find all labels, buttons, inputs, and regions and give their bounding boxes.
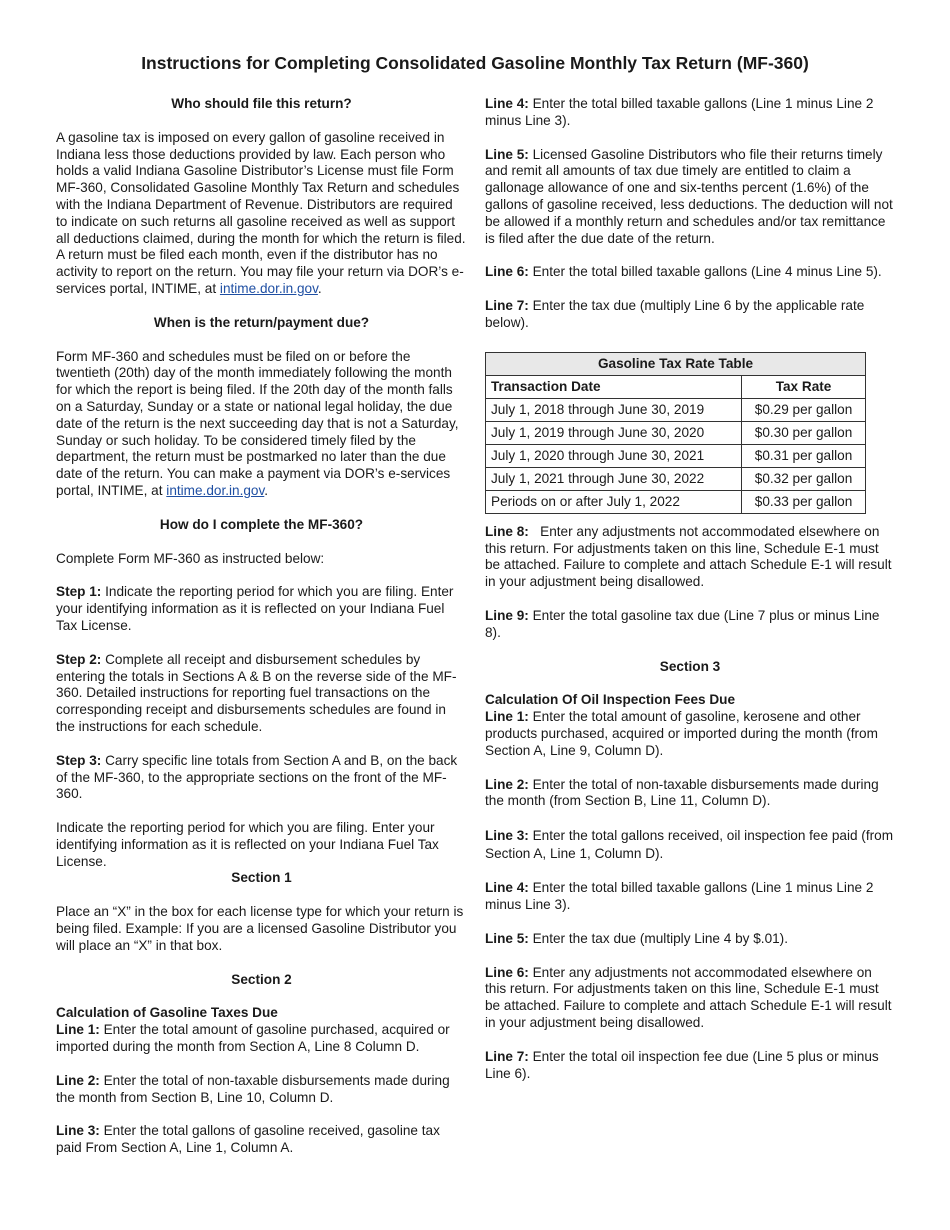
reporting-paragraph: Indicate the reporting period for which you are filing. Enter your identifying information as it is reflected on your Indiana Fuel Tax License. [56, 820, 439, 869]
s2-line-6 [485, 264, 895, 281]
line-label: Line 7: [485, 298, 529, 314]
step-label: Step 1: [56, 584, 102, 600]
step-text: Indicate the reporting period for which you are filing. Enter your identifying information as it is reflected on your Indiana Fuel Tax License. [56, 584, 454, 633]
line-text: Enter the total of non-taxable disbursements made during the month from Section B, Line 10, Column D. [56, 1072, 450, 1105]
line-text: Enter the total billed taxable gallons (Line 4 minus Line 5). [528, 264, 882, 280]
s3-line-2 [485, 777, 895, 811]
transaction-date: Periods on or after July 1, 2022 [486, 490, 742, 513]
line-label: Line 6: [485, 264, 529, 280]
how-intro: Complete Form MF-360 as instructed below: [56, 550, 325, 566]
right-column [485, 96, 895, 1082]
line-text: Enter the total oil inspection fee due (Line 5 plus or minus Line 6). [485, 1048, 879, 1081]
table-row [486, 467, 866, 490]
s3-line-6 [485, 965, 895, 1032]
line-label: Line 3: [485, 828, 529, 844]
line-label: Line 5: [485, 146, 529, 162]
s3-line-4 [485, 880, 895, 914]
step-text: Complete all receipt and disbursement schedules by entering the totals in Sections A & B on the reverse side of the MF-360. Detailed instructions for reporting fuel transactions on the corresponding receipt and disbursements schedules are found in the instructions for each schedule. [56, 651, 457, 734]
line-label: Line 9: [485, 607, 529, 623]
s2-line-4 [485, 96, 895, 130]
step-3 [56, 753, 467, 803]
line-text: Enter the total of non-taxable disbursements made during the month (from Section B, Line 11, Column D). [485, 776, 879, 809]
transaction-date: July 1, 2019 through June 30, 2020 [486, 421, 742, 444]
line-label: Line 3: [56, 1123, 100, 1139]
line-label: Line 2: [56, 1072, 100, 1088]
section-2-heading: Section 2 [231, 971, 292, 987]
tax-rate: $0.29 per gallon [742, 398, 866, 421]
line-label: Line 5: [485, 930, 529, 946]
tax-rate: $0.31 per gallon [742, 444, 866, 467]
section-1-heading: Section 1 [231, 870, 292, 886]
step-1 [56, 584, 467, 634]
line-text: Enter the total billed taxable gallons (Line 1 minus Line 2 minus Line 3). [485, 96, 874, 128]
column-header-date: Transaction Date [486, 375, 742, 398]
line-text: Enter the total gasoline tax due (Line 7 plus or minus Line 8). [485, 607, 880, 640]
line-label: Line 7: [485, 1048, 529, 1064]
s2-line-9 [485, 608, 895, 642]
step-text: Carry specific line totals from Section A and B, on the back of the MF-360, to the appropriate sections on the front of the MF-360. [56, 752, 458, 802]
line-label: Line 2: [485, 776, 529, 792]
step-label: Step 3: [56, 752, 102, 768]
line-text: Enter the tax due (multiply Line 6 by the applicable rate below). [485, 298, 865, 330]
s2-line-5 [485, 147, 895, 248]
line-text: Enter the total gallons received, oil inspection fee paid (from Section A, Line 1, Column D). [485, 828, 894, 862]
when-heading: When is the return/payment due? [153, 314, 370, 330]
intime-link[interactable]: intime.dor.in.gov [166, 482, 265, 498]
table-row [486, 421, 866, 444]
line-label: Line 1: [485, 709, 529, 725]
s2-line-3 [56, 1123, 467, 1157]
when-text: Form MF-360 and schedules must be filed on or before the twentieth (20th) day of the month immediately following the month for which the report is being filed. If the 20th day of the month falls on a Saturday, Sunday or a state or national legal holiday, the due date of the return is the next succeeding day that is not a Saturday, Sunday or such holiday. To be considered timely filed by the department, the return must be postmarked no later than the due date of the return. You can make a payment via DOR’s e-services portal, INTIME, at [56, 348, 459, 498]
line-label: Line 4: [485, 880, 529, 896]
line-text: Enter the total amount of gasoline, kerosene and other products purchased, acquired or imported during the month (from Section A, Line 9, Column D). [485, 709, 878, 758]
who-paragraph [56, 130, 467, 298]
how-heading: How do I complete the MF-360? [159, 516, 364, 532]
line-text: Enter the total amount of gasoline purchased, acquired or imported during the month from Section A, Line 8 Column D. [56, 1022, 450, 1055]
s3-line-5 [485, 931, 895, 948]
section-2-subheading: Calculation of Gasoline Taxes Due [56, 1005, 278, 1021]
table-caption: Gasoline Tax Rate Table [486, 352, 866, 375]
gasoline-tax-rate-table [485, 352, 866, 514]
line-text: Enter the tax due (multiply Line 4 by $.01). [528, 930, 788, 946]
line-text: Licensed Gasoline Distributors who file their returns timely and remit all amounts of tax due timely are entitled to claim a gallonage allowance of one and six-tenths percent (1.6%) of the gallons of gasoline received, less deductions. The deduction will not be allowed if a monthly return and schedules and/or tax remittance is filed after the due date of the return. [485, 146, 893, 246]
step-label: Step 2: [56, 651, 102, 667]
left-column [56, 96, 467, 1157]
s2-line-8 [485, 524, 895, 591]
who-heading: Who should file this return? [171, 96, 352, 111]
line-label: Line 6: [485, 964, 529, 980]
who-end: . [317, 280, 322, 296]
transaction-date: July 1, 2021 through June 30, 2022 [486, 467, 742, 490]
section-3-subheading: Calculation Of Oil Inspection Fees Due [485, 692, 736, 708]
s2-line-2 [56, 1073, 467, 1107]
section-1-text: Place an “X” in the box for each license type for which your return is being filed. Example: If you are a licensed Gasoline Distributor you will place an “X” in that box. [56, 904, 464, 953]
tax-rate: $0.32 per gallon [742, 467, 866, 490]
section-3-heading: Section 3 [659, 658, 721, 674]
when-end: . [264, 482, 269, 498]
s3-line-1 [485, 709, 895, 759]
column-header-rate: Tax Rate [742, 375, 866, 398]
transaction-date: July 1, 2018 through June 30, 2019 [486, 398, 742, 421]
step-2 [56, 652, 467, 736]
table-row [486, 398, 866, 421]
line-label: Line 8: [485, 523, 529, 539]
tax-rate: $0.30 per gallon [742, 421, 866, 444]
when-paragraph [56, 349, 467, 500]
line-text: Enter the total gallons of gasoline received, gasoline tax paid From Section A, Line 1, Column A. [56, 1123, 440, 1156]
intime-link[interactable]: intime.dor.in.gov [219, 280, 318, 296]
line-text: Enter any adjustments not accommodated elsewhere on this return. For adjustments taken on this line, Schedule E-1 must be attached. Failure to complete and attach Schedule E-1 will result in your adjustment being disallowed. [485, 523, 896, 590]
line-text: Enter the total billed taxable gallons (Line 1 minus Line 2 minus Line 3). [485, 880, 874, 912]
transaction-date: July 1, 2020 through June 30, 2021 [486, 444, 742, 467]
table-row [486, 490, 866, 513]
s3-line-7 [485, 1049, 895, 1083]
who-text: A gasoline tax is imposed on every gallon of gasoline received in Indiana less those deductions provided by law. Each person who holds a valid Indiana Gasoline Distributor’s License must file Form MF-360, Consolidated Gasoline Monthly Tax Return and schedules with the Indiana Department of Revenue. Distributors are required to indicate on such returns all gasoline received as well as support all deductions claimed, during the month for which the return is filed. A return must be filed each month, even if the distributor has no activity to report on the return. You may file your return via DOR’s e-services portal, INTIME, at [56, 129, 466, 296]
line-label: Line 1: [56, 1022, 100, 1038]
tax-rate: $0.33 per gallon [742, 490, 866, 513]
s2-line-1 [56, 1022, 467, 1056]
line-text: Enter any adjustments not accommodated elsewhere on this return. For adjustments taken on this line, Schedule E-1 must be attached. Failure to complete and attach Schedule E-1 will result in your adjustment being disallowed. [485, 964, 892, 1030]
page-title: Instructions for Completing Consolidated Gasoline Monthly Tax Return (MF-360) [141, 53, 809, 73]
line-label: Line 4: [485, 96, 529, 111]
s2-line-7 [485, 298, 895, 332]
table-row [486, 444, 866, 467]
s3-line-3 [485, 827, 895, 863]
